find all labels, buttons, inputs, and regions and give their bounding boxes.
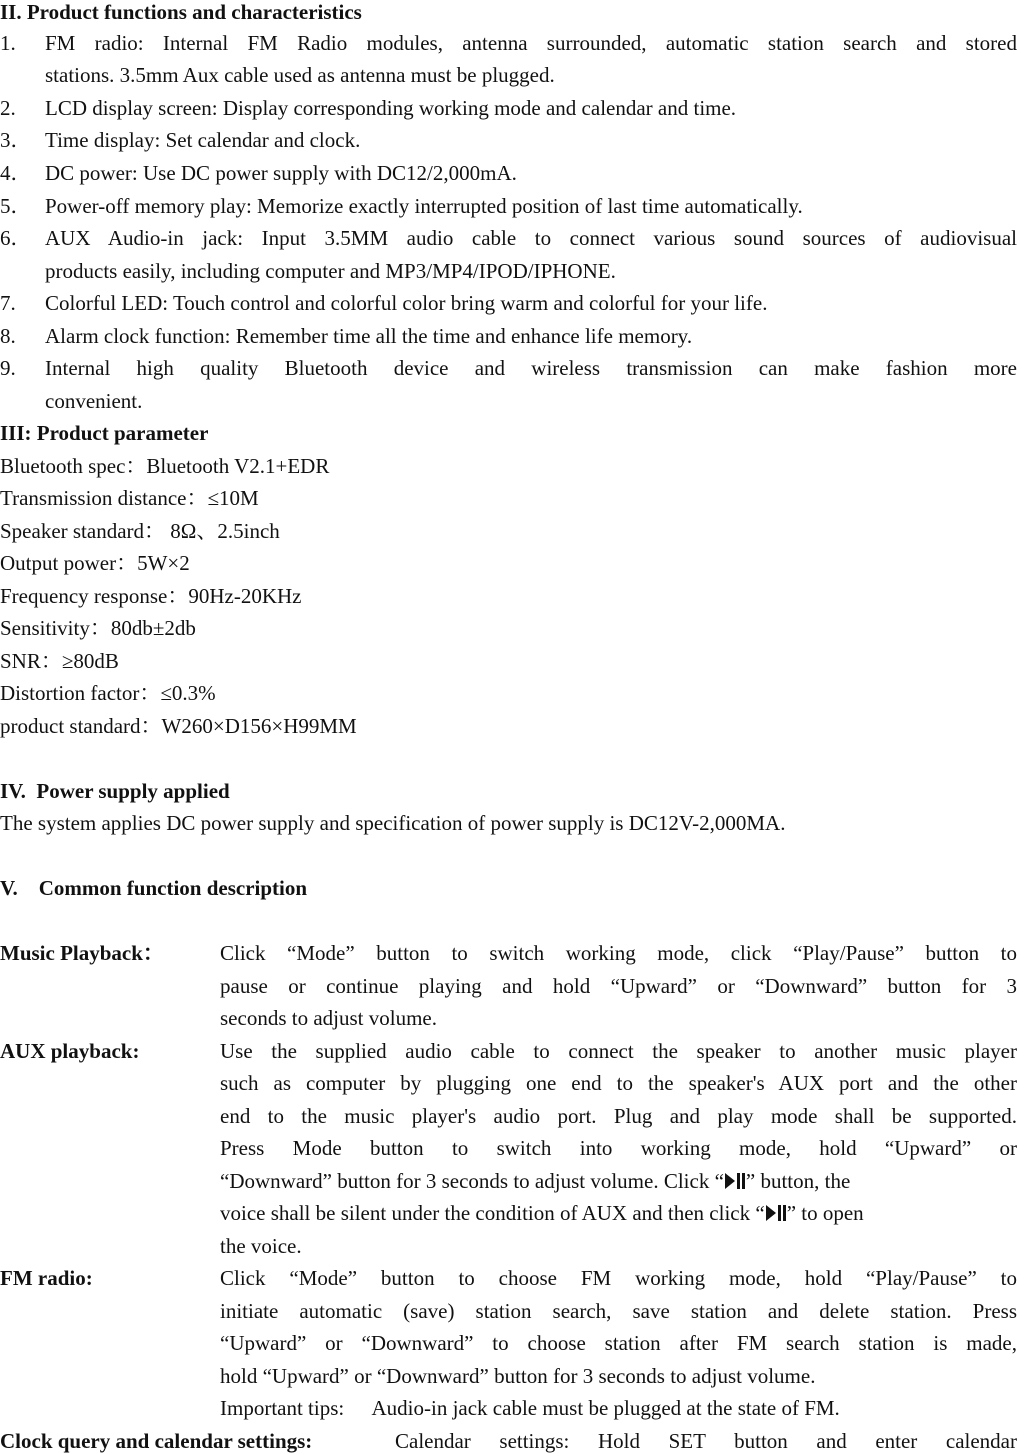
- power-supply-text: The system applies DC power supply and specification of power supply is DC12V-2,000MA.: [0, 811, 786, 835]
- param-sensitivity: Sensitivity：80db±2db: [0, 616, 196, 640]
- description-text: ” to open: [786, 1201, 864, 1225]
- description-line: such as computer by plugging one end to the speaker's AUX port and the other: [220, 1071, 1017, 1095]
- description-fragment: [220, 1169, 850, 1193]
- description-line: Use the supplied audio cable to connect the speaker to another music player: [220, 1039, 1017, 1063]
- item-text: LCD display screen: Display corresponding working mode and calendar and time.: [45, 96, 737, 120]
- item-text: Internal high quality Bluetooth device and wireless transmission can make fashion more: [45, 356, 1017, 380]
- aux-playback-label: AUX playback:: [0, 1039, 140, 1063]
- description-line: initiate automatic (save) station search, save station and delete station. Press: [220, 1299, 1017, 1323]
- item-text: Time display: Set calendar and clock.: [45, 128, 361, 152]
- fm-radio-label: FM radio:: [0, 1266, 93, 1290]
- section-2-title: II. Product functions and characteristics: [0, 0, 362, 24]
- item-number: 5．: [0, 194, 32, 218]
- section-5-title: V. Common function description: [0, 876, 308, 900]
- param-transmission-distance: Transmission distance：≤10M: [0, 486, 259, 510]
- param-distortion-factor: Distortion factor：≤0.3%: [0, 681, 216, 705]
- item-text: convenient.: [45, 389, 143, 413]
- item-text: Colorful LED: Touch control and colorful color bring warm and colorful for your life.: [45, 291, 768, 315]
- important-tips-label: Important tips:: [220, 1396, 345, 1420]
- item-number: 1.: [0, 31, 16, 55]
- description-line: “Upward” or “Downward” to choose station after FM search station is made,: [220, 1331, 1017, 1355]
- item-number: 9.: [0, 356, 16, 380]
- section-3-title: III: Product parameter: [0, 421, 209, 445]
- description-line: end to the music player's audio port. Plug and play mode shall be supported.: [220, 1104, 1017, 1128]
- param-output-power: Output power：5W×2: [0, 551, 190, 575]
- description-line: Click “Mode” button to switch working mode, click “Play/Pause” button to: [220, 941, 1017, 965]
- description-line: hold “Upward” or “Downward” button for 3 seconds to adjust volume.: [220, 1364, 816, 1388]
- description-line: Click “Mode” button to choose FM working mode, hold “Play/Pause” to: [220, 1266, 1017, 1290]
- clock-calendar-label: Clock query and calendar settings:: [0, 1429, 313, 1453]
- description-line: Calendar settings: Hold SET button and enter calendar: [395, 1429, 1017, 1453]
- param-speaker-standard: Speaker standard： 8Ω、2.5inch: [0, 519, 280, 543]
- item-text: Alarm clock function: Remember time all the time and enhance life memory.: [45, 324, 693, 348]
- description-line: Press Mode button to switch into working mode, hold “Upward” or: [220, 1136, 1017, 1160]
- param-snr: SNR：≥80dB: [0, 649, 119, 673]
- item-text: products easily, including computer and MP3/MP4/IPOD/IPHONE.: [45, 259, 616, 283]
- item-number: 3．: [0, 128, 32, 152]
- play-pause-icon: [765, 1204, 787, 1222]
- param-product-standard: product standard：W260×D156×H99MM: [0, 714, 357, 738]
- param-bluetooth-spec: Bluetooth spec：Bluetooth V2.1+EDR: [0, 454, 330, 478]
- description-line: seconds to adjust volume.: [220, 1006, 437, 1030]
- section-4-title: IV. Power supply applied: [0, 779, 230, 803]
- item-text: DC power: Use DC power supply with DC12/2,000mA.: [45, 161, 517, 185]
- music-playback-label: Music Playback：: [0, 941, 164, 965]
- play-pause-icon: [724, 1172, 746, 1190]
- important-tips-text: Audio-in jack cable must be plugged at the state of FM.: [371, 1396, 840, 1420]
- important-tips-line: [220, 1396, 1017, 1420]
- item-text: stations. 3.5mm Aux cable used as antenna must be plugged.: [45, 63, 555, 87]
- description-line: [220, 1169, 1017, 1193]
- param-frequency-response: Frequency response：90Hz-20KHz: [0, 584, 302, 608]
- description-line: pause or continue playing and hold “Upward” or “Downward” button for 3: [220, 974, 1017, 998]
- description-text: ” button, the: [745, 1169, 851, 1193]
- item-text: FM radio: Internal FM Radio modules, antenna surrounded, automatic station search and stored: [45, 31, 1017, 55]
- description-text: voice shall be silent under the condition of AUX and then click “: [220, 1201, 765, 1225]
- description-line: [220, 1201, 1017, 1225]
- item-number: 6．: [0, 226, 32, 250]
- item-text: Power-off memory play: Memorize exactly interrupted position of last time automatically.: [45, 194, 803, 218]
- item-number: 8.: [0, 324, 16, 348]
- item-number: 2.: [0, 96, 16, 120]
- description-line: the voice.: [220, 1234, 302, 1258]
- item-number: 7.: [0, 291, 16, 315]
- item-text: AUX Audio-in jack: Input 3.5MM audio cable to connect various sound sources of audiovisual: [45, 226, 1017, 250]
- item-number: 4．: [0, 161, 32, 185]
- description-text: “Downward” button for 3 seconds to adjust volume. Click “: [220, 1169, 724, 1193]
